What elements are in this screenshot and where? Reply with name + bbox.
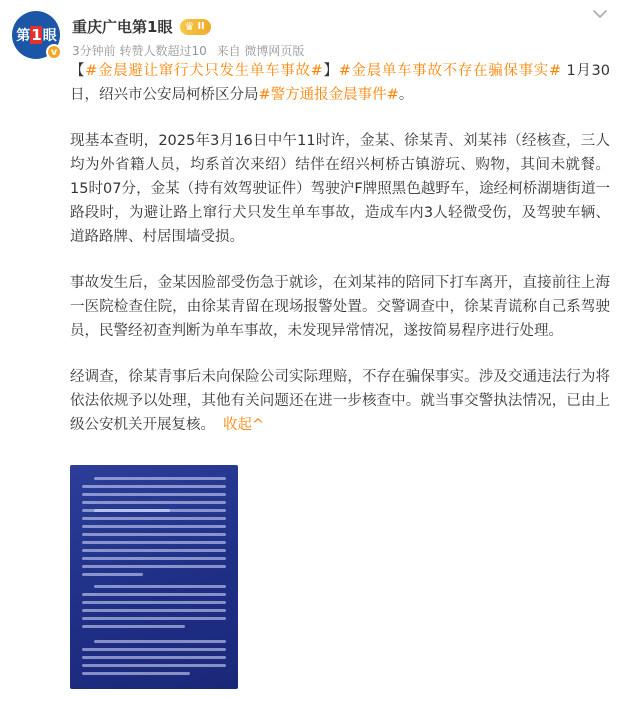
notice-text-line bbox=[82, 485, 226, 488]
notice-text-line bbox=[82, 617, 226, 620]
author-avatar[interactable] bbox=[12, 11, 60, 59]
notice-text-line bbox=[82, 525, 226, 528]
bracket-open: 【 bbox=[70, 63, 86, 79]
notice-text-line bbox=[82, 656, 226, 659]
notice-text-line bbox=[94, 477, 226, 480]
post-meta bbox=[72, 42, 304, 59]
post-source: 来自 微博网页版 bbox=[216, 44, 305, 58]
member-level: II bbox=[197, 21, 205, 32]
collapse-label: 收起 bbox=[223, 417, 252, 433]
author-name[interactable]: 重庆广电第1眼 bbox=[72, 18, 173, 36]
notice-text-line bbox=[94, 509, 226, 512]
notice-text-line bbox=[82, 664, 226, 667]
post-reposts: 转赞人数超过10 bbox=[119, 44, 207, 58]
notice-text-line bbox=[82, 648, 226, 651]
post-paragraph-4 bbox=[70, 365, 610, 437]
attached-notice-image[interactable] bbox=[70, 465, 238, 689]
notice-text-line bbox=[94, 585, 226, 588]
notice-text-line bbox=[82, 549, 226, 552]
notice-text-line bbox=[82, 541, 226, 544]
author-row bbox=[72, 16, 211, 37]
notice-text-line bbox=[82, 625, 185, 628]
notice-text-line bbox=[82, 501, 226, 504]
collapse-button[interactable] bbox=[223, 417, 264, 433]
notice-text-line bbox=[82, 573, 143, 576]
crown-icon: ♛ bbox=[184, 20, 195, 33]
notice-text-line bbox=[82, 593, 226, 596]
notice-text-line bbox=[82, 493, 226, 496]
topic-tag-1[interactable]: #金晨避让窜行犬只发生单车事故# bbox=[85, 63, 323, 79]
avatar-text-c: 眼 bbox=[42, 28, 56, 44]
chevron-up-icon: ^ bbox=[252, 417, 265, 433]
notice-text-line bbox=[82, 609, 226, 612]
notice-text-line bbox=[82, 601, 226, 604]
avatar-text-a: 第 bbox=[16, 28, 30, 44]
post-paragraph-2: 现基本查明，2025年3月16日中午11时许，金某、徐某青、刘某祎（经核查，三人均为外省籍人员，均系首次来绍）结伴在绍兴柯桥古镇游玩、购物，其间未就餐。15时07分，金某（持有效驾驶证件）驾驶沪F牌照黑色越野车，途经柯桥湖塘街道一路段时，为避让路上窜行犬只发生单车事故，造成车内3人轻微受伤，及驾驶车辆、道路路牌、村居围墙受损。 bbox=[70, 133, 610, 245]
post-paragraph-1 bbox=[70, 59, 610, 107]
post-time[interactable]: 3分钟前 bbox=[72, 44, 116, 58]
post-content bbox=[70, 59, 610, 437]
post-paragraph-3: 事故发生后，金某因脸部受伤急于就诊，在刘某祎的陪同下打车离开，直接前往上海一医院检查住院，由徐某青留在现场报警处置。交警调查中，徐某青谎称自己系驾驶员，民警经初查判断为单车事故，未发现异常情况，遂按简易程序进行处理。 bbox=[70, 275, 610, 339]
notice-text-line bbox=[82, 672, 190, 675]
notice-text-line bbox=[82, 533, 226, 536]
member-badge[interactable] bbox=[180, 19, 210, 35]
verified-icon: v bbox=[46, 44, 62, 60]
notice-text-line bbox=[82, 557, 226, 560]
notice-text-line bbox=[82, 517, 226, 520]
topic-tag-3[interactable]: #警方通报金晨事件# bbox=[258, 87, 399, 103]
notice-text-line bbox=[82, 565, 226, 568]
chevron-down-icon[interactable] bbox=[590, 4, 610, 24]
topic-tag-2[interactable]: #金晨单车事故不存在骗保事实# bbox=[338, 63, 562, 79]
paragraph-4-text: 经调查，徐某青事后未向保险公司实际理赔，不存在骗保事实。涉及交通违法行为将依法依规予以处理，其他有关问题还在进一步核查中。就当事交警执法情况，已由上级公安机关开展复核。 bbox=[70, 369, 610, 433]
paragraph-1-text-1: 1月30日，绍兴市公安局柯桥区分局 bbox=[70, 63, 611, 103]
avatar-text-b: 1 bbox=[31, 26, 41, 44]
bracket-close: 】 bbox=[322, 63, 339, 79]
notice-text-line bbox=[94, 640, 226, 643]
paragraph-1-text-2: 。 bbox=[398, 87, 414, 103]
